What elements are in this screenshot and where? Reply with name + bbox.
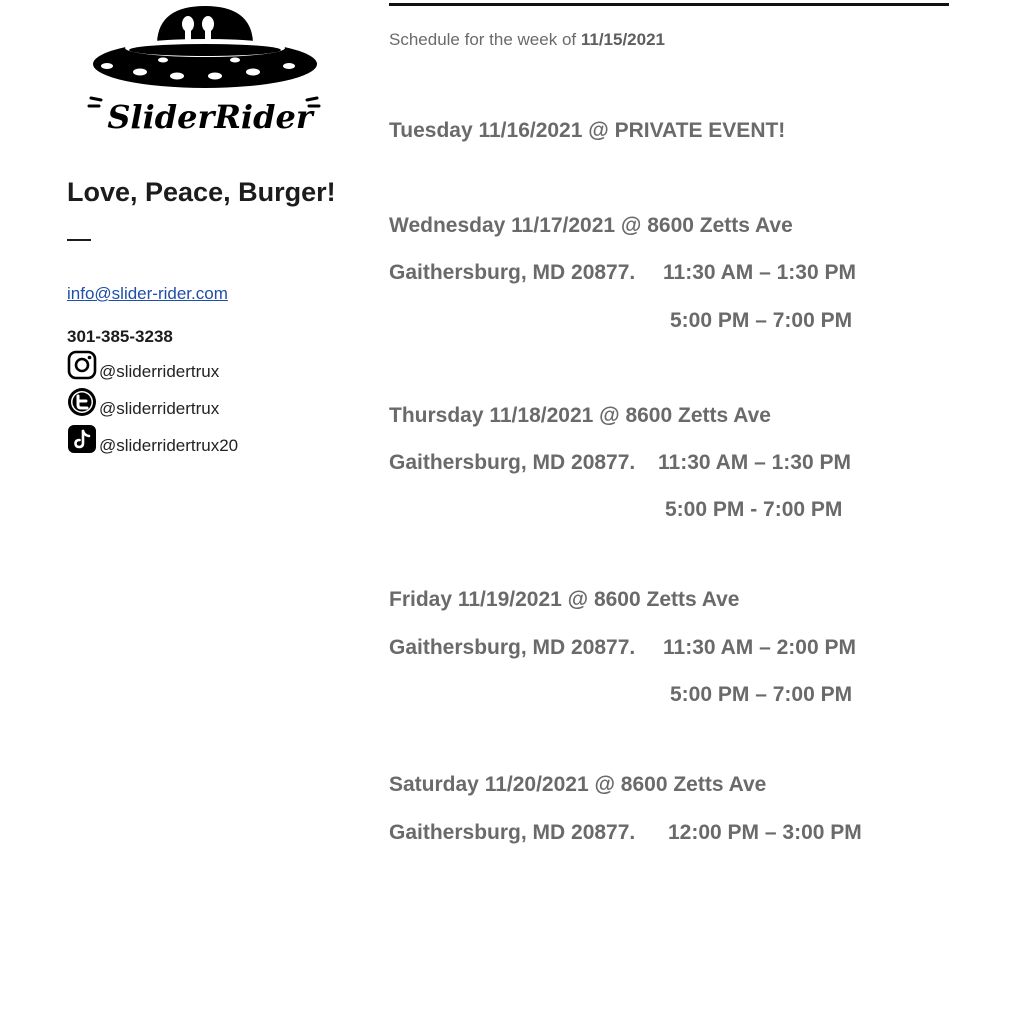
twitter-social[interactable] [67, 387, 327, 421]
thursday-time-dinner: 5:00 PM - 7:00 PM [665, 498, 843, 521]
friday-time-dinner: 5:00 PM – 7:00 PM [670, 683, 853, 706]
wednesday-city: Gaithersburg, MD 20877. [389, 261, 636, 284]
phone-number: 301-385-3238 [67, 327, 173, 346]
top-divider [389, 3, 949, 6]
week-date: 11/15/2021 [580, 30, 665, 49]
friday-city: Gaithersburg, MD 20877. [389, 636, 636, 659]
slider-rider-logo [85, 2, 325, 150]
tagline: Love, Peace, Burger! [67, 177, 336, 207]
saturday-city: Gaithersburg, MD 20877. [389, 821, 636, 844]
schedule-week [389, 30, 665, 50]
wednesday-time-dinner: 5:00 PM – 7:00 PM [670, 309, 853, 332]
wednesday-heading: Wednesday 11/17/2021 @ 8600 Zetts Ave [389, 214, 793, 237]
instagram-social[interactable] [67, 350, 327, 384]
saturday-heading: Saturday 11/20/2021 @ 8600 Zetts Ave [389, 773, 767, 796]
divider-dash [67, 239, 91, 241]
thursday-city: Gaithersburg, MD 20877. [389, 451, 636, 474]
saturday-time: 12:00 PM – 3:00 PM [668, 821, 862, 844]
thursday-time-lunch: 11:30 AM – 1:30 PM [658, 451, 851, 474]
thursday-heading: Thursday 11/18/2021 @ 8600 Zetts Ave [389, 404, 771, 427]
email-link[interactable]: info@slider-rider.com [67, 284, 228, 303]
wednesday-time-lunch: 11:30 AM – 1:30 PM [663, 261, 856, 284]
twitter-handle: @sliderridertrux [99, 399, 220, 418]
twitter-icon [67, 387, 97, 417]
week-prefix: Schedule for the week of [389, 30, 581, 49]
friday-time-lunch: 11:30 AM – 2:00 PM [663, 636, 856, 659]
tiktok-icon [67, 424, 97, 454]
tiktok-handle: @sliderridertrux20 [99, 436, 239, 455]
friday-heading: Friday 11/19/2021 @ 8600 Zetts Ave [389, 588, 740, 611]
tuesday-heading: Tuesday 11/16/2021 @ PRIVATE EVENT! [389, 119, 786, 142]
instagram-icon [67, 350, 97, 380]
logo-wordmark: SliderRider [107, 98, 313, 136]
tiktok-social[interactable] [67, 424, 327, 458]
instagram-handle: @sliderridertrux [99, 362, 220, 381]
